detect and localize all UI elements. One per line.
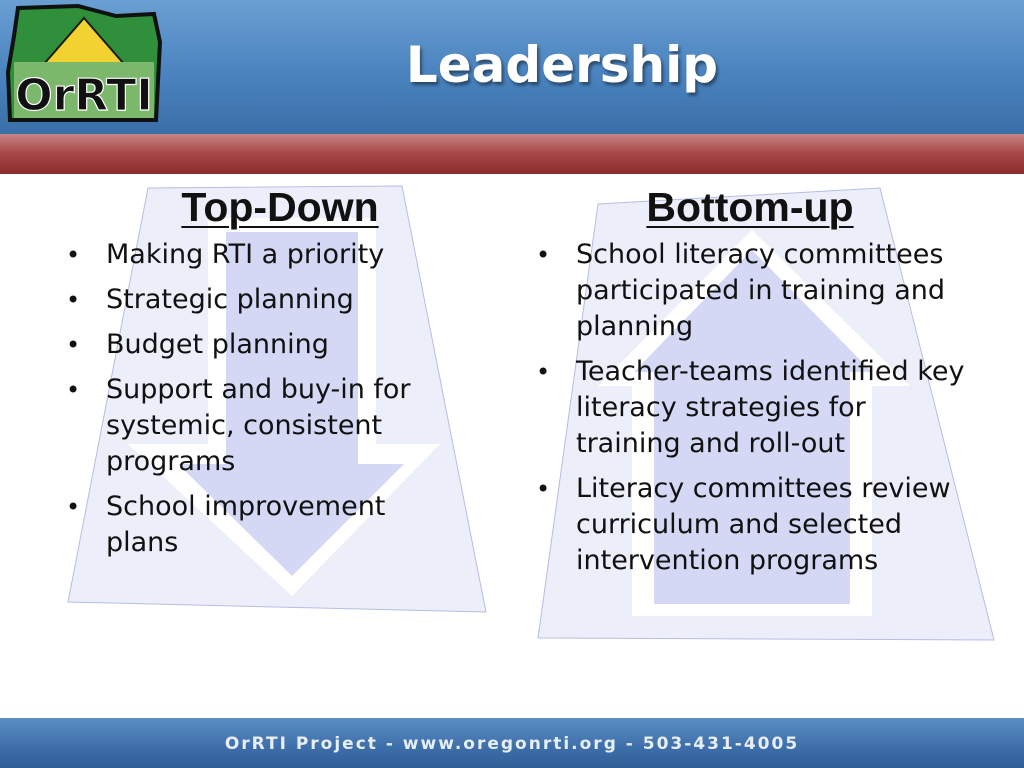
bullet-icon: • (66, 286, 81, 315)
bullet-icon: • (536, 241, 551, 270)
logo-text: OrRTI (15, 70, 153, 121)
bullet-icon: • (66, 376, 81, 405)
list-item: • School improvement plans (66, 491, 386, 559)
list-item: • Teacher-teams identified key literacy strategies for training and roll-out (536, 356, 965, 460)
bullet-icon: • (66, 331, 81, 360)
page-title: Leadership (405, 36, 719, 94)
list-item: • Support and buy-in for systemic, consistent programs (66, 374, 411, 478)
bullet-icon: • (536, 475, 551, 504)
bottom-up-heading: Bottom-up (646, 184, 854, 230)
list-item: • School literacy committees participated in training and planning (536, 239, 945, 343)
bullet-icon: • (66, 493, 81, 522)
bullet-icon: • (536, 358, 551, 387)
top-down-column (60, 184, 500, 570)
list-item: • Making RTI a priority (60, 237, 500, 273)
top-down-heading: Top-Down (181, 184, 379, 230)
bullet-icon: • (66, 241, 81, 270)
footer-text: OrRTI Project - www.oregonrti.org - 503-431-4005 (224, 734, 800, 754)
top-down-list (60, 237, 500, 561)
list-item: • Budget planning (60, 327, 500, 363)
bottom-up-list (530, 237, 970, 579)
list-item: • Literacy committees review curriculum and selected intervention programs (536, 473, 951, 577)
list-item: • Strategic planning (60, 282, 500, 318)
bottom-up-column (530, 184, 970, 588)
header-accent-band (0, 134, 1024, 174)
